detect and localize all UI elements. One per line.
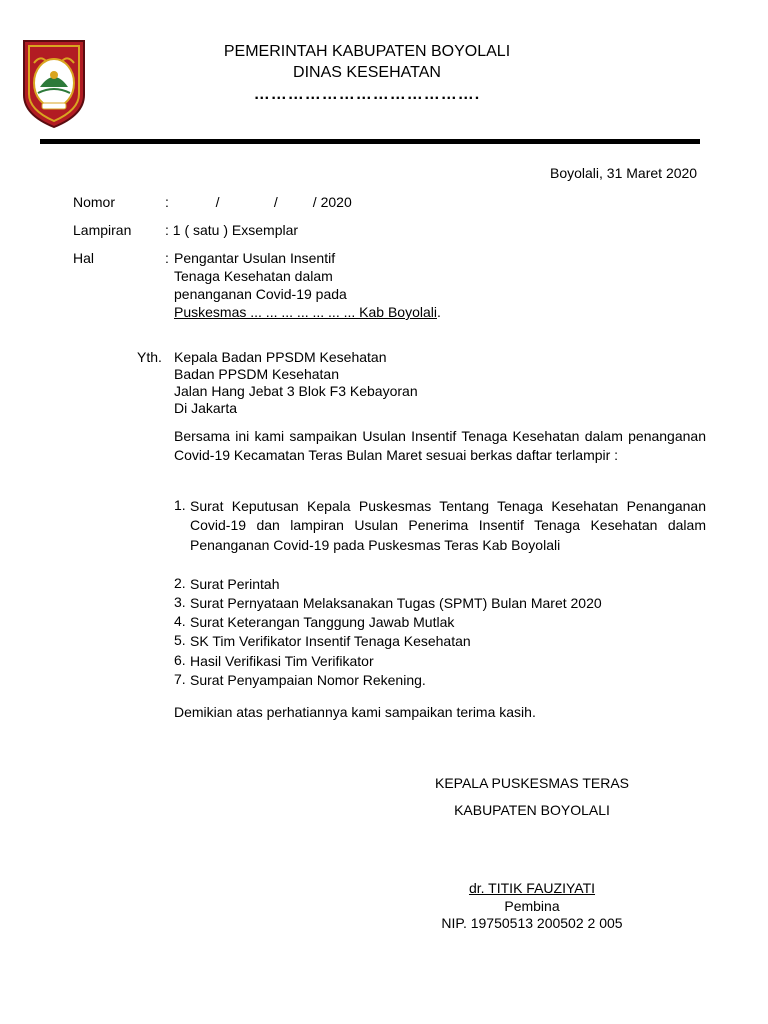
hal-line-2: Tenaga Kesehatan dalam bbox=[174, 268, 333, 284]
boyolali-coat-of-arms-icon bbox=[20, 37, 88, 129]
list-item-text: Surat Keputusan Kepala Puskesmas Tentang Tenaga Kesehatan Penanganan Covid-19 dan lampiran Usulan Penerima Insentif Tenaga Kesehatan dalam Penanganan Covid-19 pada Puskesmas Teras Kab Boyolali bbox=[190, 498, 706, 553]
nomor-label: Nomor bbox=[73, 194, 116, 210]
list-item-number: 2. bbox=[174, 575, 186, 591]
header-agency: DINAS KESEHATAN bbox=[293, 64, 441, 81]
signatory-name-text: dr. TITIK FAUZIYATI bbox=[468, 880, 596, 896]
recipient-line-4: Di Jakarta bbox=[174, 400, 238, 416]
list-item-text: SK Tim Verifikator Insentif Tenaga Kesehatan bbox=[190, 633, 471, 649]
list-item-number: 7. bbox=[174, 671, 186, 687]
recipient-line-1: Kepala Badan PPSDM Kesehatan bbox=[174, 349, 387, 365]
hal-underlined-text: Puskesmas ... ... ... ... ... ... ... Kab Boyolali bbox=[174, 304, 437, 320]
signature-title-1: KEPALA PUSKESMAS TERAS bbox=[434, 775, 629, 791]
hal-line-3: penanganan Covid-19 pada bbox=[174, 286, 347, 302]
signatory-name bbox=[402, 880, 662, 896]
header-rule bbox=[40, 139, 700, 144]
list-item bbox=[174, 497, 706, 575]
body-intro: Bersama ini kami sampaikan Usulan Insentif Tenaga Kesehatan dalam penanganan Covid-19 Kecamatan Teras Bulan Maret sesuai berkas daftar terlampir : bbox=[174, 428, 706, 463]
list-item-number: 1. bbox=[174, 497, 186, 513]
list-item-number: 5. bbox=[174, 632, 186, 648]
date-place: Boyolali, 31 Maret 2020 bbox=[550, 165, 698, 181]
list-item-text: Surat Perintah bbox=[190, 576, 280, 592]
hal-line-4 bbox=[174, 304, 441, 320]
hal-line-end: . bbox=[437, 304, 441, 320]
lampiran-label: Lampiran bbox=[73, 222, 132, 238]
list-item-number: 3. bbox=[174, 594, 186, 610]
recipient-line-2: Badan PPSDM Kesehatan bbox=[174, 366, 339, 382]
hal-label: Hal bbox=[73, 250, 95, 266]
list-item-number: 6. bbox=[174, 652, 186, 668]
recipient-line-3: Jalan Hang Jebat 3 Blok F3 Kebayoran bbox=[174, 383, 418, 399]
hal-colon: : bbox=[165, 250, 169, 266]
lampiran-value: : 1 ( satu ) Exsemplar bbox=[165, 222, 299, 238]
signatory-rank: Pembina bbox=[504, 898, 560, 914]
nomor-value: : / / / 2020 bbox=[165, 194, 352, 210]
signatory-nip: NIP. 19750513 200502 2 005 bbox=[441, 915, 623, 931]
list-item-number: 4. bbox=[174, 613, 186, 629]
closing-text: Demikian atas perhatiannya kami sampaikan terima kasih. bbox=[174, 704, 536, 720]
recipient-prefix: Yth. bbox=[137, 349, 162, 365]
list-item-text: Surat Pernyataan Melaksanakan Tugas (SPMT) Bulan Maret 2020 bbox=[190, 595, 602, 611]
signature-title-2: KABUPATEN BOYOLALI bbox=[454, 802, 610, 818]
header-government: PEMERINTAH KABUPATEN BOYOLALI bbox=[223, 43, 511, 60]
list-item-text: Surat Keterangan Tanggung Jawab Mutlak bbox=[190, 614, 455, 630]
header-placeholder-dots: …………………………………. bbox=[253, 86, 481, 103]
hal-line-1: Pengantar Usulan Insentif bbox=[174, 250, 336, 266]
list-item-text: Surat Penyampaian Nomor Rekening. bbox=[190, 672, 426, 688]
list-item-text: Hasil Verifikasi Tim Verifikator bbox=[190, 653, 374, 669]
